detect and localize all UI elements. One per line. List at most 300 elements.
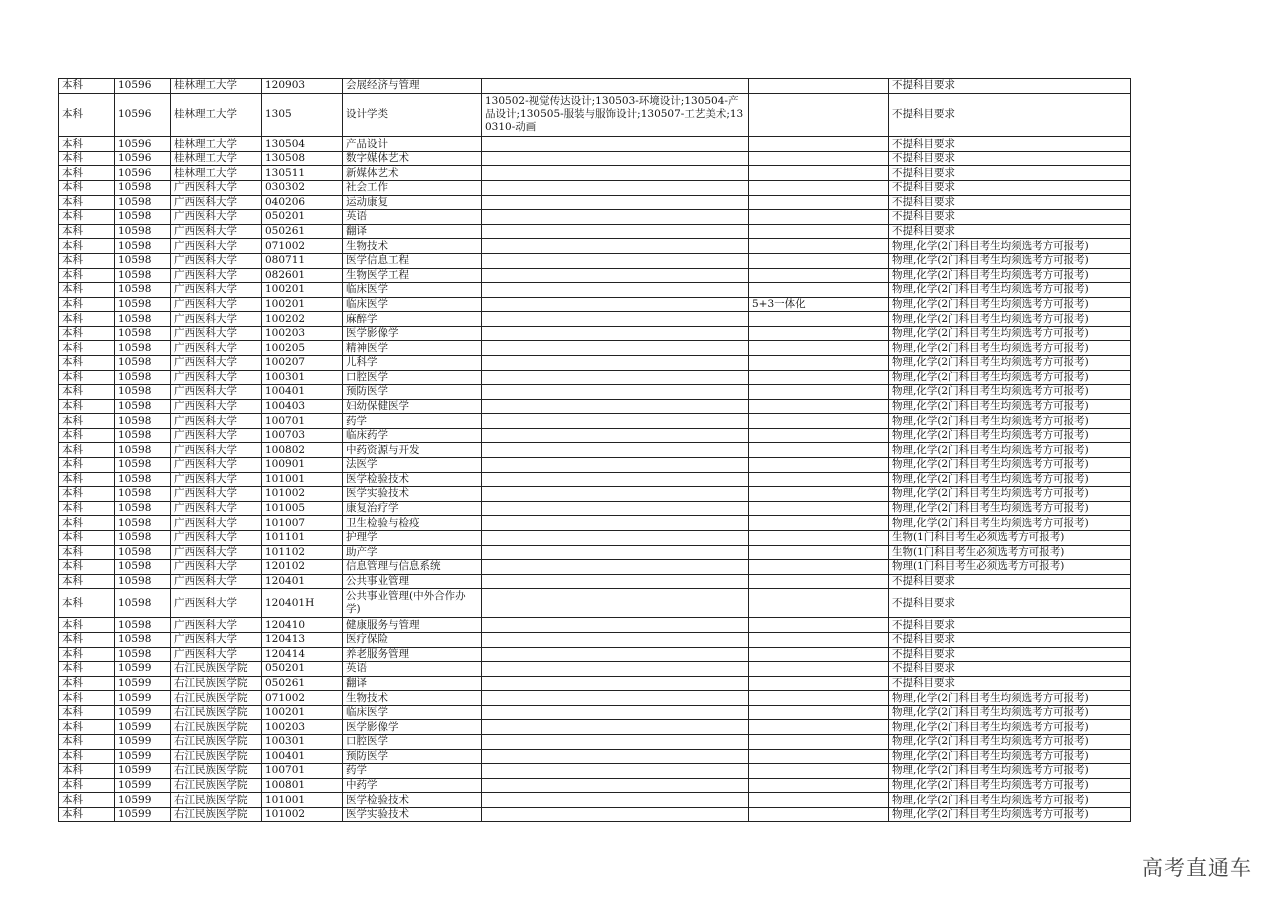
level-cell: 本科 <box>59 385 115 400</box>
major-name-cell: 临床药学 <box>343 428 482 443</box>
major-name-cell: 麻醉学 <box>343 312 482 327</box>
note-cell <box>749 720 889 735</box>
level-cell: 本科 <box>59 691 115 706</box>
note-cell <box>749 778 889 793</box>
major-name-cell: 英语 <box>343 210 482 225</box>
major-code-cell: 100205 <box>262 341 343 356</box>
note-cell <box>749 458 889 473</box>
major-code-cell: 101001 <box>262 793 343 808</box>
subject-requirement-cell: 不提科目要求 <box>889 93 1131 137</box>
subject-requirement-cell: 不提科目要求 <box>889 210 1131 225</box>
note-cell <box>749 93 889 137</box>
included-majors-cell <box>482 312 749 327</box>
school-name-cell: 右江民族医学院 <box>171 691 262 706</box>
major-name-cell: 助产学 <box>343 545 482 560</box>
table-row <box>59 632 1131 647</box>
major-name-cell: 预防医学 <box>343 749 482 764</box>
table-row <box>59 137 1131 152</box>
school-name-cell: 广西医科大学 <box>171 253 262 268</box>
note-cell <box>749 545 889 560</box>
school-name-cell: 右江民族医学院 <box>171 705 262 720</box>
table-row <box>59 807 1131 822</box>
school-code-cell: 10599 <box>115 691 171 706</box>
table-row <box>59 210 1131 225</box>
level-cell: 本科 <box>59 414 115 429</box>
school-code-cell: 10599 <box>115 807 171 822</box>
included-majors-cell <box>482 370 749 385</box>
table-row <box>59 399 1131 414</box>
major-code-cell: 050261 <box>262 676 343 691</box>
major-code-cell: 050201 <box>262 662 343 677</box>
major-code-cell: 120401 <box>262 574 343 589</box>
school-name-cell: 广西医科大学 <box>171 370 262 385</box>
note-cell <box>749 632 889 647</box>
table-row <box>59 297 1131 312</box>
major-name-cell: 中药学 <box>343 778 482 793</box>
table-row <box>59 166 1131 181</box>
level-cell: 本科 <box>59 530 115 545</box>
major-code-cell: 050261 <box>262 224 343 239</box>
school-code-cell: 10598 <box>115 341 171 356</box>
school-name-cell: 广西医科大学 <box>171 618 262 633</box>
school-code-cell: 10598 <box>115 458 171 473</box>
subject-requirement-cell: 不提科目要求 <box>889 647 1131 662</box>
included-majors-cell <box>482 560 749 575</box>
major-name-cell: 英语 <box>343 662 482 677</box>
note-cell <box>749 312 889 327</box>
included-majors-cell <box>482 399 749 414</box>
level-cell: 本科 <box>59 428 115 443</box>
school-name-cell: 广西医科大学 <box>171 516 262 531</box>
included-majors-cell <box>482 472 749 487</box>
school-code-cell: 10598 <box>115 224 171 239</box>
school-name-cell: 右江民族医学院 <box>171 793 262 808</box>
major-name-cell: 医疗保险 <box>343 632 482 647</box>
subject-requirement-cell: 物理,化学(2门科目考生均须选考方可报考) <box>889 326 1131 341</box>
table-row <box>59 151 1131 166</box>
included-majors-cell <box>482 778 749 793</box>
major-code-cell: 120102 <box>262 560 343 575</box>
level-cell: 本科 <box>59 487 115 502</box>
major-code-cell: 101007 <box>262 516 343 531</box>
level-cell: 本科 <box>59 501 115 516</box>
major-code-cell: 100201 <box>262 297 343 312</box>
included-majors-cell <box>482 326 749 341</box>
admission-requirements-table <box>58 78 1131 822</box>
school-code-cell: 10598 <box>115 618 171 633</box>
school-name-cell: 广西医科大学 <box>171 632 262 647</box>
note-cell <box>749 253 889 268</box>
major-name-cell: 翻译 <box>343 224 482 239</box>
major-name-cell: 临床医学 <box>343 283 482 298</box>
school-name-cell: 广西医科大学 <box>171 224 262 239</box>
major-name-cell: 口腔医学 <box>343 370 482 385</box>
included-majors-cell <box>482 705 749 720</box>
note-cell <box>749 370 889 385</box>
note-cell <box>749 151 889 166</box>
table-row <box>59 355 1131 370</box>
school-code-cell: 10598 <box>115 268 171 283</box>
subject-requirement-cell: 物理,化学(2门科目考生均须选考方可报考) <box>889 370 1131 385</box>
table-row <box>59 545 1131 560</box>
note-cell <box>749 428 889 443</box>
major-code-cell: 071002 <box>262 239 343 254</box>
major-name-cell: 临床医学 <box>343 705 482 720</box>
note-cell <box>749 399 889 414</box>
note-cell <box>749 647 889 662</box>
school-name-cell: 广西医科大学 <box>171 210 262 225</box>
subject-requirement-cell: 物理,化学(2门科目考生均须选考方可报考) <box>889 341 1131 356</box>
level-cell: 本科 <box>59 793 115 808</box>
subject-requirement-cell: 物理,化学(2门科目考生均须选考方可报考) <box>889 283 1131 298</box>
included-majors-cell <box>482 458 749 473</box>
major-name-cell: 公共事业管理 <box>343 574 482 589</box>
level-cell: 本科 <box>59 253 115 268</box>
school-name-cell: 广西医科大学 <box>171 487 262 502</box>
subject-requirement-cell: 物理,化学(2门科目考生均须选考方可报考) <box>889 428 1131 443</box>
school-code-cell: 10596 <box>115 151 171 166</box>
table-row <box>59 195 1131 210</box>
included-majors-cell <box>482 807 749 822</box>
note-cell <box>749 355 889 370</box>
subject-requirement-cell: 物理,化学(2门科目考生均须选考方可报考) <box>889 399 1131 414</box>
included-majors-cell <box>482 181 749 196</box>
school-code-cell: 10598 <box>115 355 171 370</box>
level-cell: 本科 <box>59 807 115 822</box>
major-code-cell: 100207 <box>262 355 343 370</box>
major-name-cell: 临床医学 <box>343 297 482 312</box>
school-code-cell: 10598 <box>115 589 171 618</box>
table-row <box>59 735 1131 750</box>
note-cell <box>749 137 889 152</box>
note-cell <box>749 326 889 341</box>
watermark-text: 高考直通车 <box>1142 856 1252 880</box>
level-cell: 本科 <box>59 778 115 793</box>
note-cell <box>749 79 889 94</box>
subject-requirement-cell: 不提科目要求 <box>889 79 1131 94</box>
table-row <box>59 443 1131 458</box>
included-majors-cell <box>482 210 749 225</box>
school-name-cell: 广西医科大学 <box>171 530 262 545</box>
major-code-cell: 100301 <box>262 735 343 750</box>
major-code-cell: 1305 <box>262 93 343 137</box>
major-code-cell: 101002 <box>262 487 343 502</box>
included-majors-cell <box>482 428 749 443</box>
subject-requirement-cell: 不提科目要求 <box>889 589 1131 618</box>
included-majors-cell <box>482 662 749 677</box>
school-name-cell: 广西医科大学 <box>171 181 262 196</box>
school-name-cell: 右江民族医学院 <box>171 749 262 764</box>
major-code-cell: 050201 <box>262 210 343 225</box>
level-cell: 本科 <box>59 355 115 370</box>
table-row <box>59 676 1131 691</box>
level-cell: 本科 <box>59 472 115 487</box>
note-cell <box>749 487 889 502</box>
level-cell: 本科 <box>59 705 115 720</box>
note-cell <box>749 735 889 750</box>
level-cell: 本科 <box>59 749 115 764</box>
major-name-cell: 社会工作 <box>343 181 482 196</box>
school-code-cell: 10599 <box>115 720 171 735</box>
included-majors-cell <box>482 195 749 210</box>
school-code-cell: 10598 <box>115 501 171 516</box>
school-code-cell: 10598 <box>115 414 171 429</box>
note-cell <box>749 195 889 210</box>
included-majors-cell <box>482 545 749 560</box>
major-code-cell: 101101 <box>262 530 343 545</box>
note-cell <box>749 691 889 706</box>
table-row <box>59 793 1131 808</box>
major-name-cell: 药学 <box>343 414 482 429</box>
level-cell: 本科 <box>59 618 115 633</box>
school-name-cell: 右江民族医学院 <box>171 676 262 691</box>
table-row <box>59 239 1131 254</box>
school-name-cell: 桂林理工大学 <box>171 166 262 181</box>
level-cell: 本科 <box>59 312 115 327</box>
included-majors-cell <box>482 676 749 691</box>
note-cell <box>749 210 889 225</box>
school-code-cell: 10598 <box>115 283 171 298</box>
school-name-cell: 广西医科大学 <box>171 326 262 341</box>
school-name-cell: 广西医科大学 <box>171 560 262 575</box>
school-name-cell: 广西医科大学 <box>171 443 262 458</box>
school-code-cell: 10596 <box>115 93 171 137</box>
level-cell: 本科 <box>59 297 115 312</box>
school-name-cell: 广西医科大学 <box>171 472 262 487</box>
school-code-cell: 10599 <box>115 749 171 764</box>
school-name-cell: 桂林理工大学 <box>171 93 262 137</box>
table-row <box>59 530 1131 545</box>
included-majors-cell <box>482 268 749 283</box>
school-code-cell: 10598 <box>115 210 171 225</box>
subject-requirement-cell: 物理,化学(2门科目考生均须选考方可报考) <box>889 764 1131 779</box>
level-cell: 本科 <box>59 166 115 181</box>
school-code-cell: 10599 <box>115 676 171 691</box>
school-code-cell: 10598 <box>115 472 171 487</box>
subject-requirement-cell: 物理,化学(2门科目考生均须选考方可报考) <box>889 705 1131 720</box>
major-name-cell: 护理学 <box>343 530 482 545</box>
school-code-cell: 10599 <box>115 764 171 779</box>
school-name-cell: 右江民族医学院 <box>171 662 262 677</box>
note-cell <box>749 501 889 516</box>
included-majors-cell <box>482 224 749 239</box>
table-row <box>59 720 1131 735</box>
school-name-cell: 广西医科大学 <box>171 589 262 618</box>
table-row <box>59 326 1131 341</box>
major-name-cell: 生物医学工程 <box>343 268 482 283</box>
subject-requirement-cell: 物理,化学(2门科目考生均须选考方可报考) <box>889 458 1131 473</box>
school-code-cell: 10598 <box>115 385 171 400</box>
school-code-cell: 10599 <box>115 778 171 793</box>
subject-requirement-cell: 物理,化学(2门科目考生均须选考方可报考) <box>889 487 1131 502</box>
table-row <box>59 618 1131 633</box>
included-majors-cell <box>482 764 749 779</box>
table-row <box>59 181 1131 196</box>
school-code-cell: 10599 <box>115 705 171 720</box>
table-row <box>59 370 1131 385</box>
major-code-cell: 100403 <box>262 399 343 414</box>
included-majors-cell <box>482 297 749 312</box>
included-majors-cell <box>482 735 749 750</box>
major-name-cell: 设计学类 <box>343 93 482 137</box>
school-name-cell: 广西医科大学 <box>171 428 262 443</box>
note-cell <box>749 385 889 400</box>
note-cell <box>749 181 889 196</box>
level-cell: 本科 <box>59 458 115 473</box>
included-majors-cell <box>482 530 749 545</box>
table-row <box>59 647 1131 662</box>
major-code-cell: 100202 <box>262 312 343 327</box>
included-majors-cell <box>482 501 749 516</box>
level-cell: 本科 <box>59 735 115 750</box>
school-name-cell: 广西医科大学 <box>171 647 262 662</box>
level-cell: 本科 <box>59 370 115 385</box>
major-code-cell: 130504 <box>262 137 343 152</box>
major-name-cell: 养老服务管理 <box>343 647 482 662</box>
major-code-cell: 100401 <box>262 749 343 764</box>
major-code-cell: 030302 <box>262 181 343 196</box>
note-cell <box>749 239 889 254</box>
major-code-cell: 080711 <box>262 253 343 268</box>
major-code-cell: 120903 <box>262 79 343 94</box>
school-code-cell: 10598 <box>115 326 171 341</box>
major-code-cell: 101001 <box>262 472 343 487</box>
major-code-cell: 100801 <box>262 778 343 793</box>
table-row <box>59 778 1131 793</box>
level-cell: 本科 <box>59 195 115 210</box>
subject-requirement-cell: 不提科目要求 <box>889 181 1131 196</box>
table-row <box>59 764 1131 779</box>
major-name-cell: 会展经济与管理 <box>343 79 482 94</box>
major-code-cell: 100802 <box>262 443 343 458</box>
level-cell: 本科 <box>59 589 115 618</box>
level-cell: 本科 <box>59 93 115 137</box>
included-majors-cell <box>482 749 749 764</box>
major-code-cell: 101102 <box>262 545 343 560</box>
level-cell: 本科 <box>59 516 115 531</box>
subject-requirement-cell: 物理,化学(2门科目考生均须选考方可报考) <box>889 414 1131 429</box>
included-majors-cell <box>482 632 749 647</box>
table-row <box>59 749 1131 764</box>
table-row <box>59 79 1131 94</box>
table-row <box>59 428 1131 443</box>
major-name-cell: 数字媒体艺术 <box>343 151 482 166</box>
level-cell: 本科 <box>59 326 115 341</box>
subject-requirement-cell: 物理,化学(2门科目考生均须选考方可报考) <box>889 472 1131 487</box>
major-name-cell: 医学检验技术 <box>343 472 482 487</box>
table-row <box>59 560 1131 575</box>
subject-requirement-cell: 物理,化学(2门科目考生均须选考方可报考) <box>889 749 1131 764</box>
major-name-cell: 医学信息工程 <box>343 253 482 268</box>
included-majors-cell: 130502-视觉传达设计;130503-环境设计;130504-产品设计;130505-服装与服饰设计;130507-工艺美术;130310-动画 <box>482 93 749 137</box>
subject-requirement-cell: 不提科目要求 <box>889 574 1131 589</box>
level-cell: 本科 <box>59 79 115 94</box>
table-row <box>59 472 1131 487</box>
school-name-cell: 广西医科大学 <box>171 297 262 312</box>
level-cell: 本科 <box>59 443 115 458</box>
included-majors-cell <box>482 151 749 166</box>
school-name-cell: 右江民族医学院 <box>171 807 262 822</box>
school-name-cell: 广西医科大学 <box>171 283 262 298</box>
major-name-cell: 妇幼保健医学 <box>343 399 482 414</box>
level-cell: 本科 <box>59 764 115 779</box>
subject-requirement-cell: 物理,化学(2门科目考生均须选考方可报考) <box>889 253 1131 268</box>
subject-requirement-cell: 物理,化学(2门科目考生均须选考方可报考) <box>889 312 1131 327</box>
table-row <box>59 224 1131 239</box>
table-row <box>59 691 1131 706</box>
major-name-cell: 翻译 <box>343 676 482 691</box>
included-majors-cell <box>482 691 749 706</box>
subject-requirement-cell: 不提科目要求 <box>889 137 1131 152</box>
note-cell <box>749 341 889 356</box>
school-name-cell: 广西医科大学 <box>171 545 262 560</box>
subject-requirement-cell: 物理,化学(2门科目考生均须选考方可报考) <box>889 778 1131 793</box>
major-name-cell: 生物技术 <box>343 239 482 254</box>
included-majors-cell <box>482 385 749 400</box>
school-name-cell: 桂林理工大学 <box>171 151 262 166</box>
table-row <box>59 458 1131 473</box>
note-cell <box>749 574 889 589</box>
school-code-cell: 10596 <box>115 166 171 181</box>
school-code-cell: 10598 <box>115 632 171 647</box>
level-cell: 本科 <box>59 676 115 691</box>
note-cell <box>749 166 889 181</box>
school-code-cell: 10598 <box>115 545 171 560</box>
school-name-cell: 右江民族医学院 <box>171 764 262 779</box>
included-majors-cell <box>482 341 749 356</box>
note-cell <box>749 443 889 458</box>
school-code-cell: 10598 <box>115 253 171 268</box>
table-row <box>59 253 1131 268</box>
school-code-cell: 10598 <box>115 443 171 458</box>
major-code-cell: 100203 <box>262 326 343 341</box>
subject-requirement-cell: 不提科目要求 <box>889 676 1131 691</box>
school-name-cell: 广西医科大学 <box>171 458 262 473</box>
table-row <box>59 501 1131 516</box>
table-row <box>59 385 1131 400</box>
school-code-cell: 10598 <box>115 516 171 531</box>
included-majors-cell <box>482 414 749 429</box>
major-name-cell: 卫生检验与检疫 <box>343 516 482 531</box>
school-name-cell: 右江民族医学院 <box>171 735 262 750</box>
subject-requirement-cell: 物理,化学(2门科目考生均须选考方可报考) <box>889 355 1131 370</box>
school-name-cell: 广西医科大学 <box>171 312 262 327</box>
subject-requirement-cell: 物理,化学(2门科目考生均须选考方可报考) <box>889 807 1131 822</box>
subject-requirement-cell: 物理,化学(2门科目考生均须选考方可报考) <box>889 501 1131 516</box>
major-name-cell: 医学影像学 <box>343 326 482 341</box>
subject-requirement-cell: 不提科目要求 <box>889 166 1131 181</box>
school-code-cell: 10596 <box>115 79 171 94</box>
school-code-cell: 10599 <box>115 662 171 677</box>
school-name-cell: 广西医科大学 <box>171 341 262 356</box>
major-code-cell: 120410 <box>262 618 343 633</box>
major-name-cell: 医学实验技术 <box>343 487 482 502</box>
included-majors-cell <box>482 574 749 589</box>
included-majors-cell <box>482 355 749 370</box>
included-majors-cell <box>482 137 749 152</box>
note-cell <box>749 793 889 808</box>
major-name-cell: 儿科学 <box>343 355 482 370</box>
note-cell <box>749 662 889 677</box>
table-row <box>59 312 1131 327</box>
major-name-cell: 医学影像学 <box>343 720 482 735</box>
major-name-cell: 公共事业管理(中外合作办学) <box>343 589 482 618</box>
major-name-cell: 法医学 <box>343 458 482 473</box>
subject-requirement-cell: 物理,化学(2门科目考生均须选考方可报考) <box>889 239 1131 254</box>
note-cell <box>749 749 889 764</box>
table-row <box>59 414 1131 429</box>
school-name-cell: 桂林理工大学 <box>171 137 262 152</box>
